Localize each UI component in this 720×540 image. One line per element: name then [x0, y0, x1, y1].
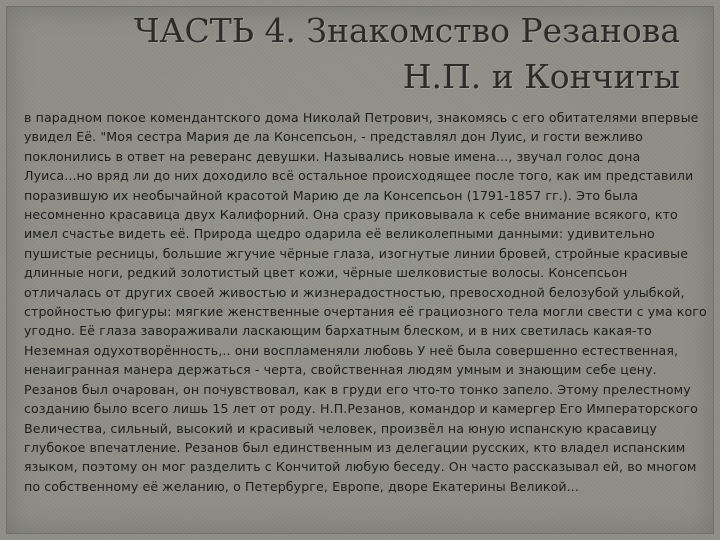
- slide-title: [40, 8, 680, 100]
- slide-title-line-2: Н.П. и Кончиты: [402, 57, 680, 96]
- slide-body-text: в парадном покое комендантского дома Николай Петрович, знакомясь с его обитателями впервые увидел Её. "Моя сестра Мария де ла Консепсьон, - представлял дон Луис, и гости вежливо поклонились в ответ на реверанс девушки. Назывались новые имена..., звучал голос дона Луиса...но вряд ли до них доходило всё остальное происходящее после того, как им представили поразившую их необычайной красотой Марию де ла Консепсьон (1791-1857 гг.). Это была несомненно красавица двух Калифорний. Она сразу приковывала к себе внимание всякого, кто имел счастье видеть её. Природа щедро одарила её великолепными данными: удивительно пушистые ресницы, большие жгучие чёрные глаза, изогнутые линии бровей, стройные красивые длинные ноги, редкий золотистый цвет кожи, чёрные шелковистые волосы. Консепсьон отличалась от других своей живостью и жизнерадостностью, превосходной белозубой улыбкой, стройностью фигуры: мягкие женственные очертания её грациозного тела могли свести с ума кого угодно. Её глаза завораживали ласкающим бархатным блеском, и в них светилась какая-то Неземная одухотворённость,.. они воспламеняли любовь У неё была совершенно естественная, ненаигранная манера держаться - черта, свойственная людям умным и знающим себе цену. Резанов был очарован, он почувствовал, как в груди его что-то тонко запело. Этому прелестному созданию было всего лишь 15 лет от роду. Н.П.Резанов, командор и камергер Его Императорского Величества, сильный, высокий и красивый человек, произвёл на юную испанскую красавицу глубокое впечатление. Резанов был единственным из делегации русских, кто владел испанским языком, поэтому он мог разделить с Кончитой любую беседу. Он часто рассказывал ей, во многом по собственному её желанию, о Петербурге, Европе, дворе Екатерины Великой...: [24, 110, 707, 494]
- slide-title-line-1: ЧАСТЬ 4. Знакомство Резанова: [133, 11, 680, 50]
